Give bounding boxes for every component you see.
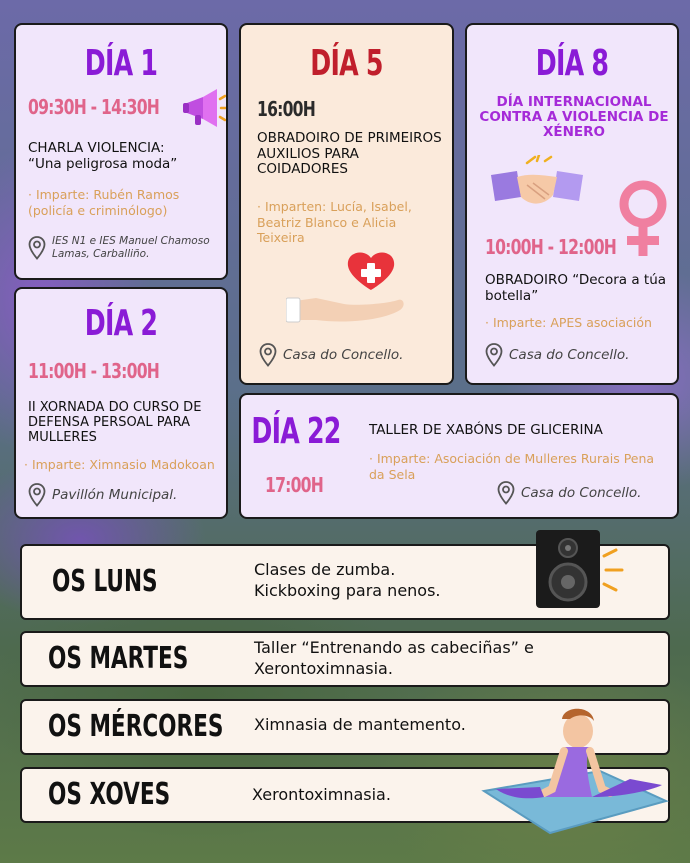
day8-title: DÍA 8: [535, 43, 609, 84]
speaker-icon: [532, 528, 627, 610]
megaphone-icon: [181, 85, 227, 129]
day1-title-line2: “Una peligrosa moda”: [28, 155, 178, 172]
location-pin-icon: [28, 483, 46, 507]
day1-title-line1: CHARLA VIOLENCIA:: [28, 140, 165, 156]
weekly-row-martes: [20, 631, 670, 687]
day5-time: 16:00H: [257, 97, 316, 121]
day5-imparte: · Imparten: Lucía, Isabel, Beatriz Blanco e Alicia Teixeira: [257, 199, 412, 246]
weekly-activity-line2: Xerontoximnasia.: [254, 658, 393, 678]
weekly-day-label: OS MÉRCORES: [48, 709, 224, 744]
weekly-day-label: OS MARTES: [48, 641, 189, 676]
weekly-activity-line2: Kickboxing para nenos.: [254, 580, 441, 600]
day5-event-title: OBRADOIRO DE PRIMEIROS AUXILIOS PARA COIDADORES: [257, 130, 442, 178]
day5-card: [239, 23, 454, 385]
day2-event-title: II XORNADA DO CURSO DE DEFENSA PERSOAL PARA MULLERES: [28, 400, 202, 445]
yoga-woman-icon: [480, 705, 670, 837]
weekly-activity-line1: Xerontoximnasia.: [252, 785, 391, 804]
day2-location: Pavillón Municipal.: [52, 487, 178, 503]
day1-title: DÍA 1: [84, 43, 158, 84]
weekly-day-label: OS XOVES: [48, 777, 171, 812]
location-pin-icon: [497, 481, 515, 505]
location-pin-icon: [259, 343, 277, 367]
weekly-day-label: OS LUNS: [52, 564, 158, 599]
day8-imparte: · Imparte: APES asociación: [485, 315, 652, 330]
day22-event-title: TALLER DE XABÓNS DE GLICERINA: [369, 422, 603, 438]
day8-subtitle: DÍA INTERNACIONAL CONTRA A VIOLENCIA DE XÉNERO: [479, 94, 669, 140]
weekly-activity-line1: Clases de zumba.: [254, 560, 396, 579]
day2-card: [14, 287, 228, 519]
day22-title: DÍA 22: [251, 411, 341, 452]
day1-location: IES N1 e IES Manuel Chamoso Lamas, Carballiño.: [52, 235, 210, 261]
location-pin-icon: [485, 343, 503, 367]
day1-time: 09:30H - 14:30H: [28, 95, 160, 119]
day22-time: 17:00H: [265, 473, 324, 497]
location-pin-icon: [28, 236, 46, 260]
day8-card: [465, 23, 679, 385]
first-aid-heart-icon: [286, 250, 411, 330]
day8-event-title: OBRADOIRO “Decora a túa botella”: [485, 272, 667, 304]
handshake-icon: [487, 155, 587, 217]
day5-location: Casa do Concello.: [283, 347, 404, 363]
day22-imparte: · Imparte: Asociación de Mulleres Rurais Pena da Sela: [369, 451, 655, 482]
day22-location: Casa do Concello.: [521, 485, 642, 501]
day2-title: DÍA 2: [84, 303, 158, 344]
day2-imparte: · Imparte: Ximnasio Madokoan: [24, 457, 215, 472]
weekly-activity-line1: Taller “Entrenando as cabeciñas” e: [254, 638, 534, 657]
weekly-activity-line1: Ximnasia de mantemento.: [254, 715, 466, 734]
day8-time: 10:00H - 12:00H: [485, 235, 617, 259]
day1-imparte: · Imparte: Rubén Ramos (policía e criminólogo): [28, 187, 180, 218]
day8-location: Casa do Concello.: [509, 347, 630, 363]
day5-title: DÍA 5: [310, 43, 383, 84]
day1-card: [14, 23, 228, 280]
day22-card: [239, 393, 679, 519]
day2-time: 11:00H - 13:00H: [28, 359, 160, 383]
